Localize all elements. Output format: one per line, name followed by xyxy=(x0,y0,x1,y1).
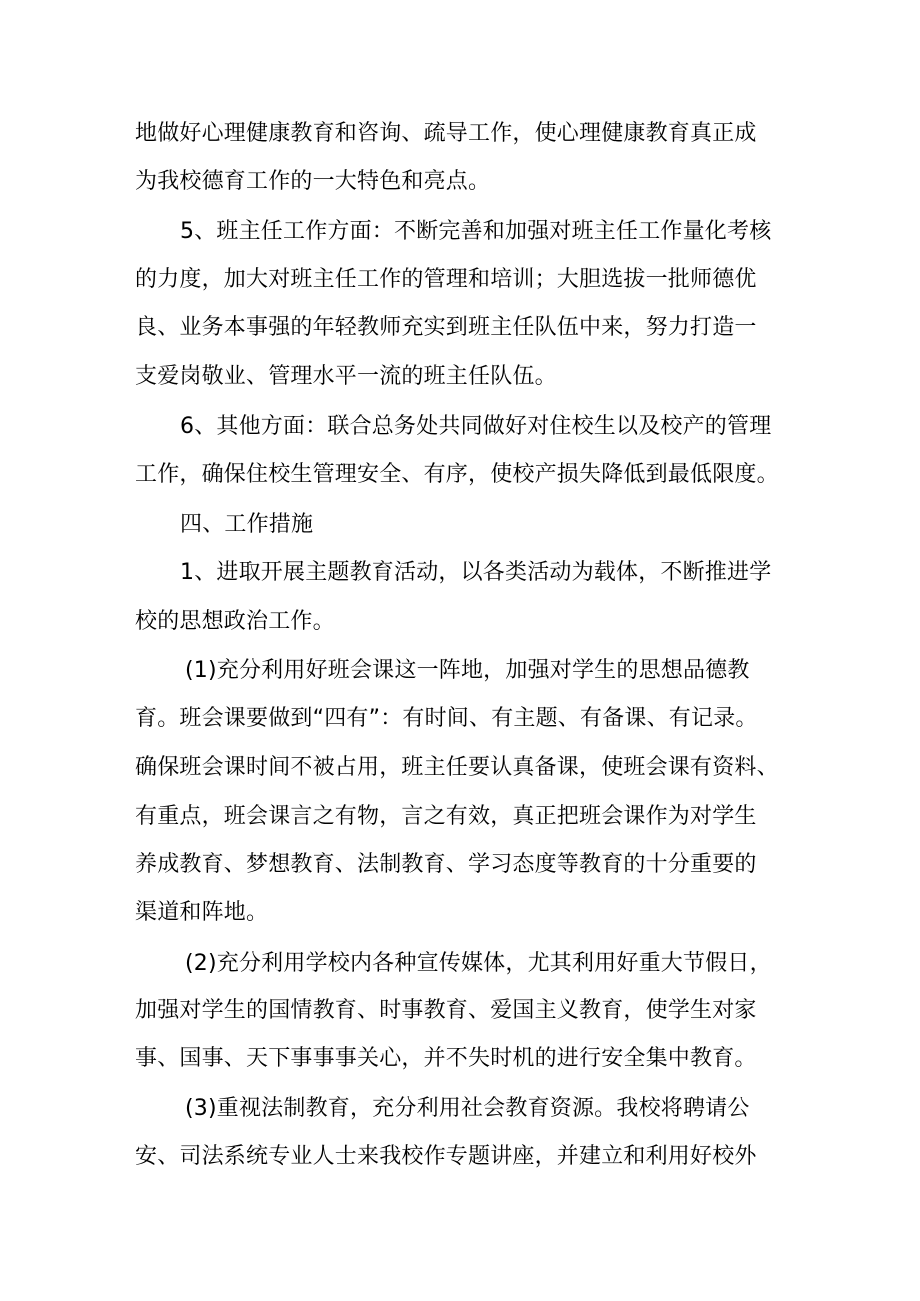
text-line: (3)重视法制教育，充分利用社会教育资源。我校将聘请公 xyxy=(185,1096,750,1121)
text-line: 安、司法系统专业人士来我校作专题讲座，并建立和利用好校外 xyxy=(135,1144,757,1169)
text-line: (2)充分利用学校内各种宣传媒体，尤其利用好重大节假日， xyxy=(185,951,772,976)
text-line: (1)充分利用好班会课这一阵地，加强对学生的思想品德教 xyxy=(185,658,750,683)
section-heading: 四、工作措施 xyxy=(180,512,314,537)
text-line: 加强对学生的国情教育、时事教育、爱国主义教育，使学生对家 xyxy=(135,998,757,1023)
text-line: 工作，确保住校生管理安全、有序，使校产损失降低到最低限度。 xyxy=(135,462,779,487)
text-line: 地做好心理健康教育和咨询、疏导工作，使心理健康教育真正成 xyxy=(135,121,757,146)
text-line: 5、班主任工作方面：不断完善和加强对班主任工作量化考核 xyxy=(180,219,772,244)
text-line: 渠道和阵地。 xyxy=(135,900,269,925)
text-line: 有重点，班会课言之有物，言之有效，真正把班会课作为对学生 xyxy=(135,804,757,829)
text-line: 为我校德育工作的一大特色和亮点。 xyxy=(135,169,491,194)
text-line: 校的思想政治工作。 xyxy=(135,609,335,634)
text-line: 事、国事、天下事事事关心，并不失时机的进行安全集中教育。 xyxy=(135,1046,757,1071)
text-line: 的力度，加大对班主任工作的管理和培训；大胆选拔一批师德优 xyxy=(135,267,757,292)
text-line: 良、业务本事强的年轻教师充实到班主任队伍中来，努力打造一 xyxy=(135,315,757,340)
text-line: 支爱岗敬业、管理水平一流的班主任队伍。 xyxy=(135,364,557,389)
text-line: 确保班会课时间不被占用，班主任要认真备课，使班会课有资料、 xyxy=(135,755,779,780)
text-line: 1、进取开展主题教育活动，以各类活动为载体，不断推进学 xyxy=(180,560,772,585)
text-line: 6、其他方面：联合总务处共同做好对住校生以及校产的管理 xyxy=(180,414,772,439)
text-line: 养成教育、梦想教育、法制教育、学习态度等教育的十分重要的 xyxy=(135,852,757,877)
text-line: 育。班会课要做到“四有”：有时间、有主题、有备课、有记录。 xyxy=(135,706,758,731)
